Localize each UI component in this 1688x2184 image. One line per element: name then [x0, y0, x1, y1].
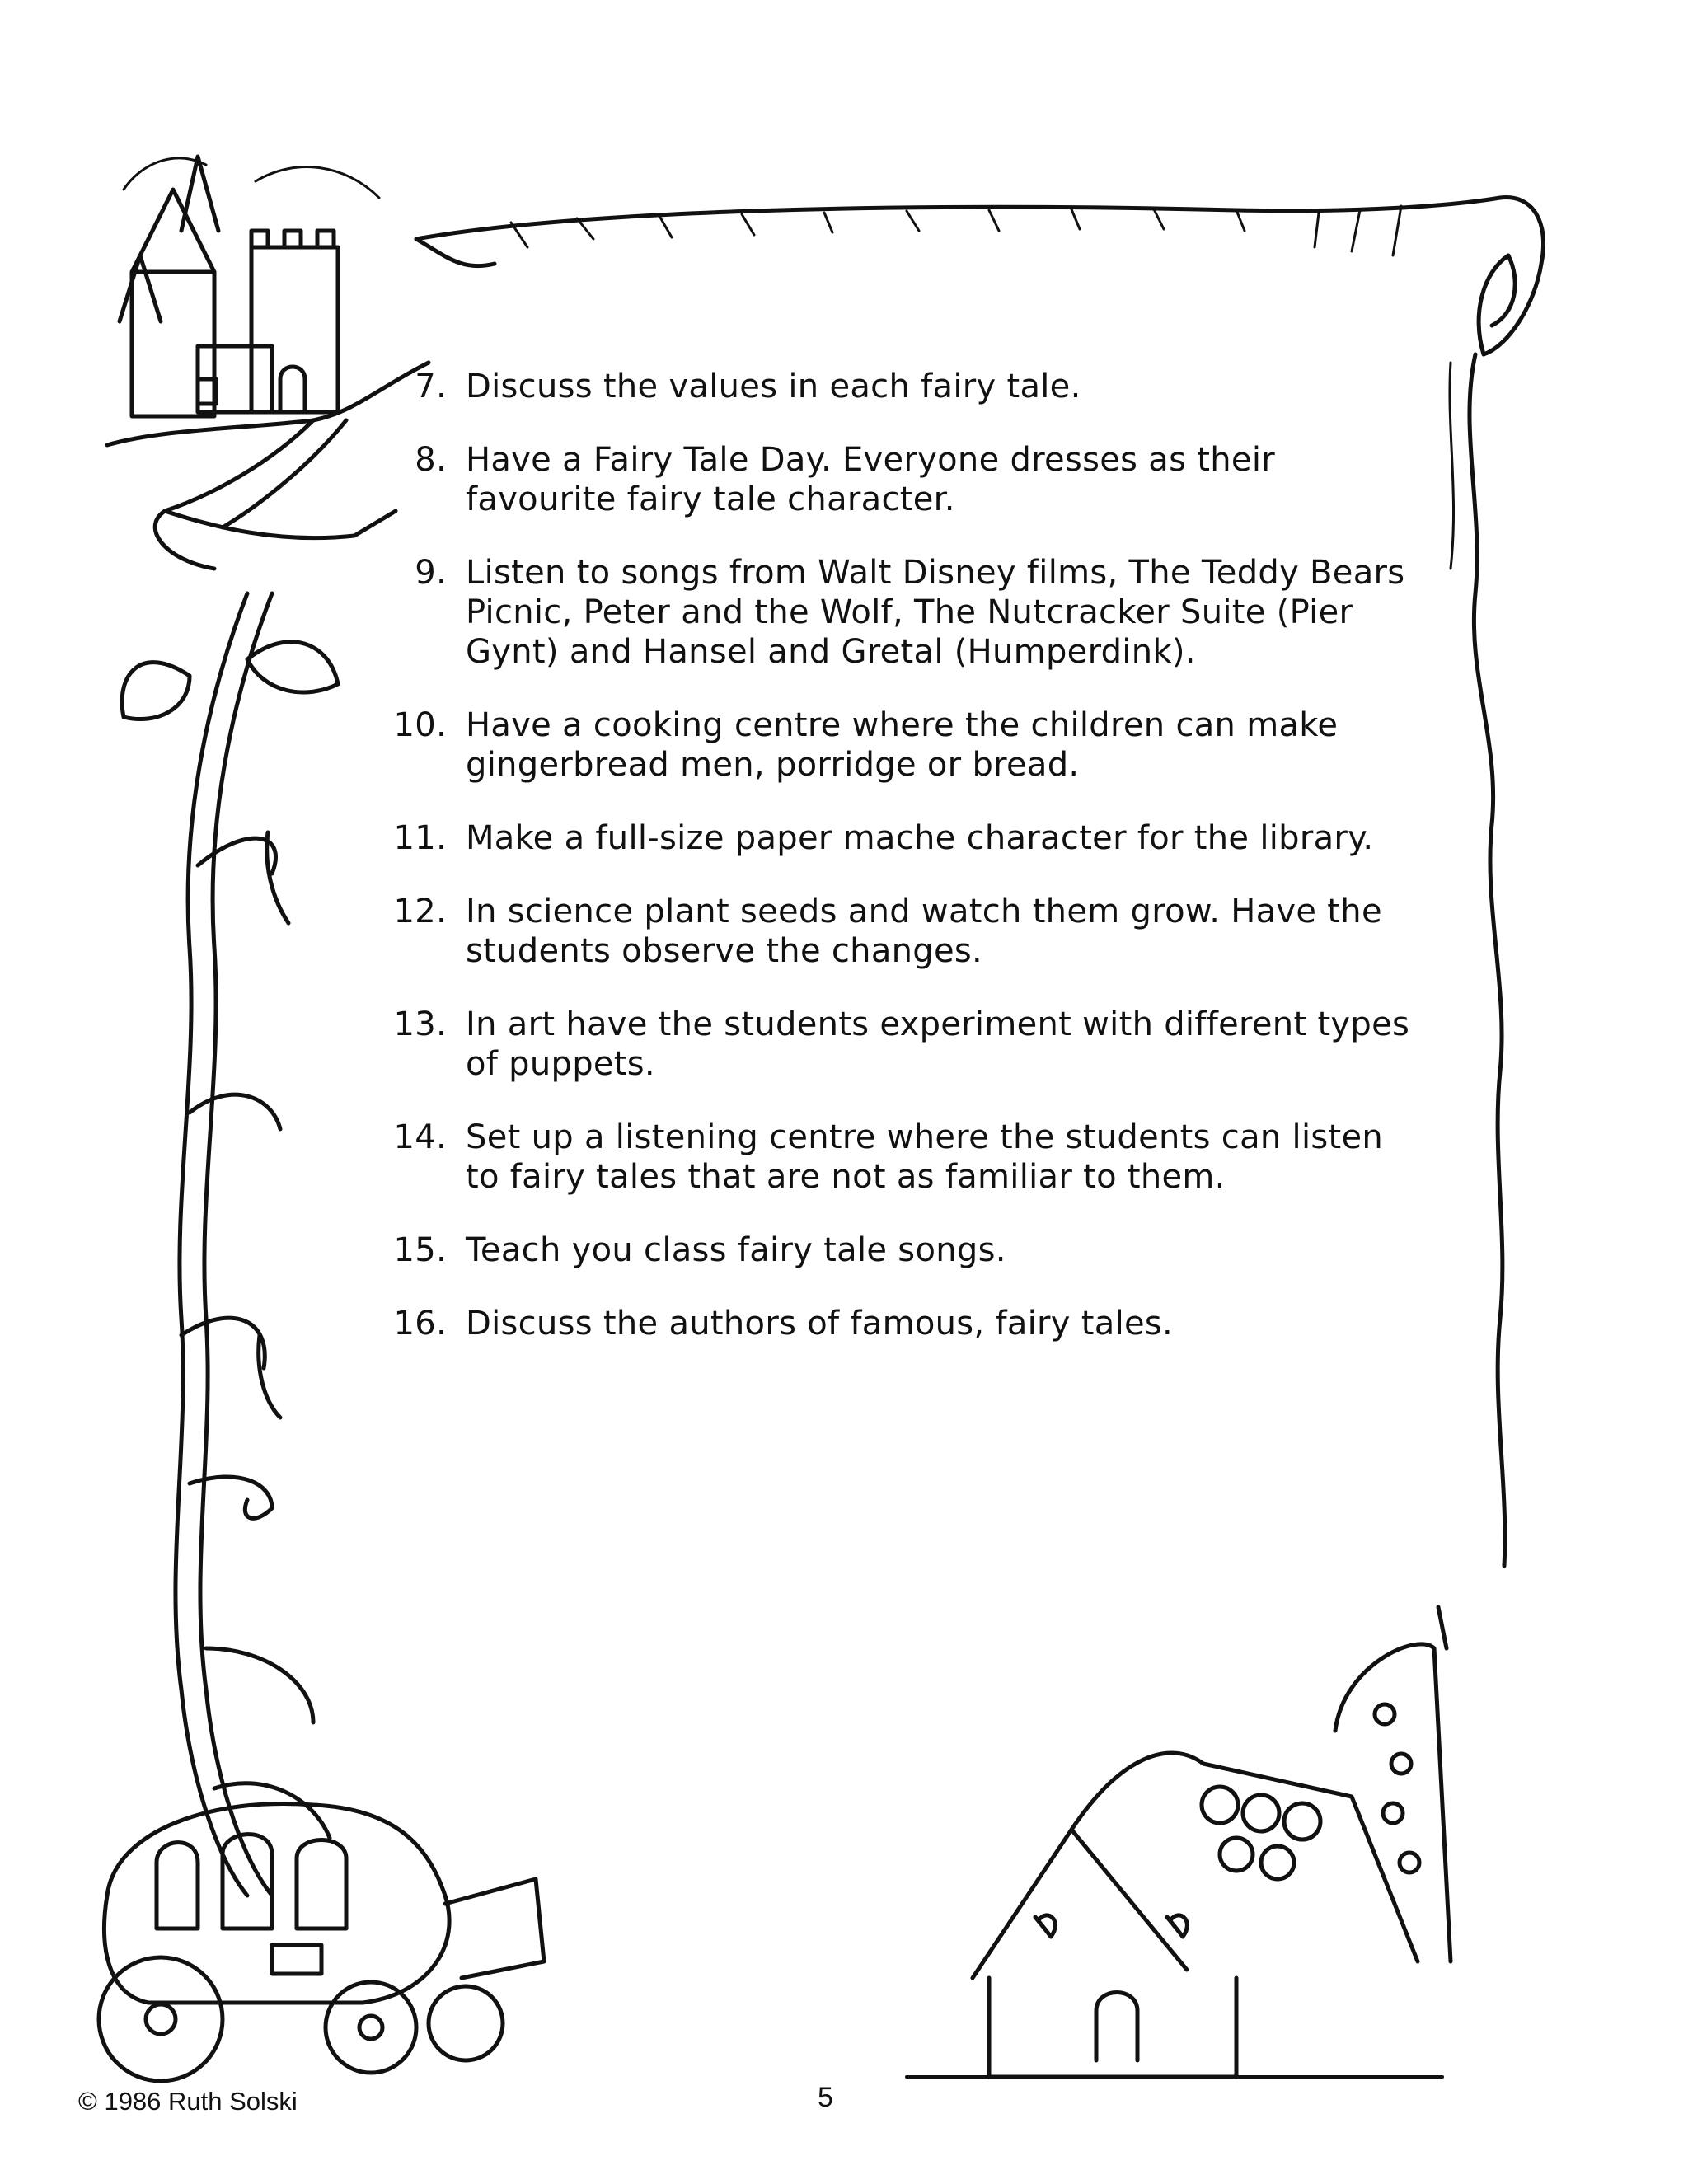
item-text: Discuss the values in each fairy tale. — [466, 368, 1081, 405]
item-text: Teach you class fairy tale songs. — [466, 1231, 1006, 1269]
item-number: 15. — [393, 1231, 447, 1269]
gingerbread-house-icon — [907, 1607, 1451, 2077]
item-text: Listen to songs from Walt Disney films, The Teddy Bears Picnic, Peter and the Wolf, The Nutcracker Suite (Pier Gynt) and Hansel and Gretal (Humperdink). — [466, 554, 1405, 671]
page-number: 5 — [818, 2082, 833, 2113]
list-item — [379, 892, 1418, 971]
item-text: Discuss the authors of famous, fairy tales. — [466, 1305, 1174, 1343]
item-text: In science plant seeds and watch them grow. Have the students observe the changes. — [466, 893, 1382, 970]
item-text: In art have the students experiment with different types of puppets. — [466, 1005, 1410, 1083]
item-number: 10. — [393, 706, 447, 744]
item-number: 9. — [415, 554, 447, 592]
list-item — [379, 1005, 1418, 1084]
item-number: 8. — [415, 441, 447, 479]
list-item — [379, 553, 1418, 672]
item-number: 11. — [393, 819, 447, 857]
activity-list — [379, 367, 1418, 1377]
item-number: 12. — [393, 893, 447, 930]
item-text: Have a Fairy Tale Day. Everyone dresses as their favourite fairy tale character. — [466, 441, 1275, 518]
list-item — [379, 367, 1418, 406]
list-item — [379, 1230, 1418, 1270]
list-item — [379, 1304, 1418, 1343]
carriage-icon — [99, 1803, 544, 2081]
copyright-notice: © 1986 Ruth Solski — [78, 2087, 298, 2116]
item-number: 7. — [415, 368, 447, 405]
list-item — [379, 1118, 1418, 1197]
item-number: 14. — [393, 1118, 447, 1156]
item-number: 13. — [393, 1005, 447, 1043]
list-item — [379, 705, 1418, 785]
list-item — [379, 818, 1418, 858]
beanstalk-icon — [122, 593, 338, 1896]
item-text: Have a cooking centre where the children can make gingerbread men, porridge or bread. — [466, 706, 1339, 784]
list-item — [379, 440, 1418, 519]
item-text: Set up a listening centre where the students can listen to fairy tales that are not as familiar to them. — [466, 1118, 1384, 1196]
item-number: 16. — [393, 1305, 447, 1343]
item-text: Make a full-size paper mache character for the library. — [466, 819, 1374, 857]
